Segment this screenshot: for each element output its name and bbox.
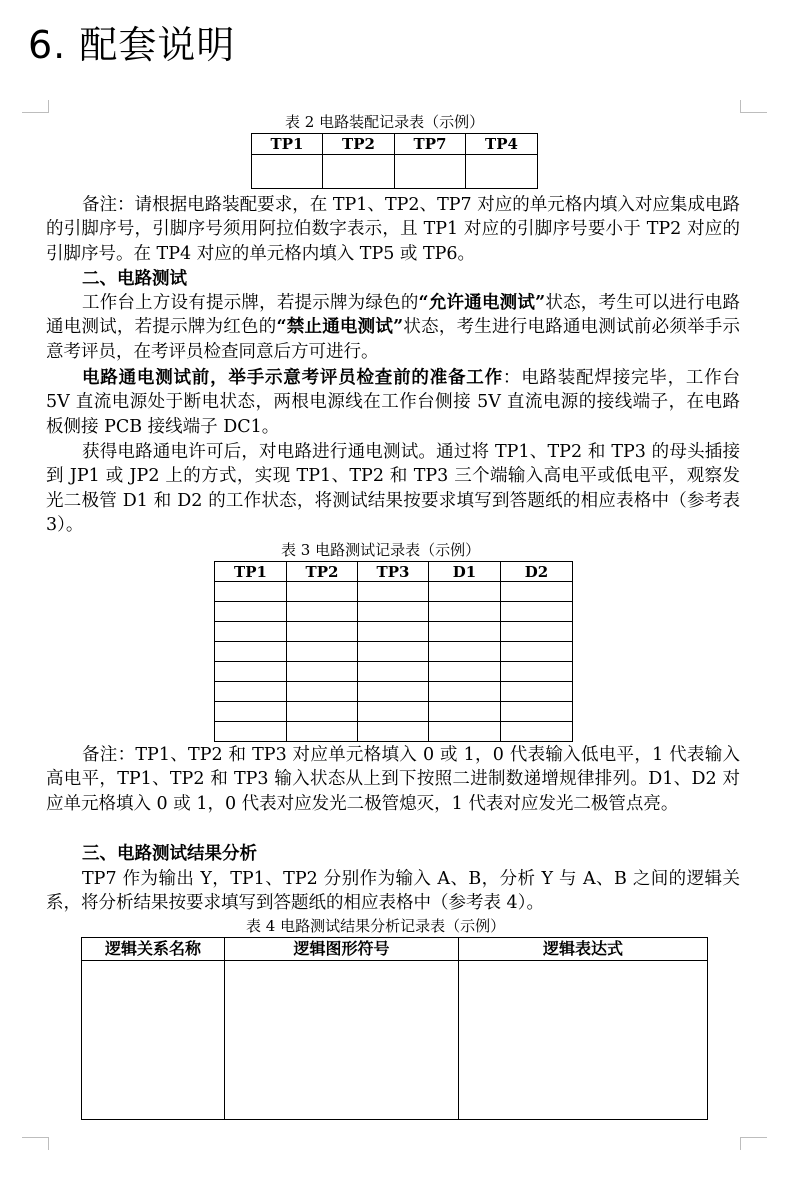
table-header-cell: D2	[501, 562, 573, 582]
table-cell	[501, 682, 573, 702]
table-header-cell: TP1	[252, 134, 323, 155]
table-cell	[215, 702, 287, 722]
section-title-circuit-test: 二、电路测试	[82, 269, 187, 289]
table-cell	[429, 642, 501, 662]
table-header-row	[215, 562, 573, 582]
table-cell	[501, 582, 573, 602]
text-run: ：电路装配焊接完毕，工作台 5V 直流电源处于断电状态，两根电源线在工作台侧接 5V 直流电源的接线端子，在电路板侧接 PCB 接线端子 DC1。	[46, 368, 741, 437]
table-cell	[358, 642, 429, 662]
table-header-cell: TP7	[395, 134, 466, 155]
table-row	[82, 961, 708, 1120]
table-cell	[287, 682, 358, 702]
table-row	[252, 155, 538, 189]
table-header-cell: TP3	[358, 562, 429, 582]
table-cell	[358, 702, 429, 722]
preparation-paragraph	[46, 366, 740, 439]
table3-caption: 表 3 电路测试记录表（示例）	[281, 541, 481, 559]
table-cell	[358, 662, 429, 682]
table-cell	[429, 682, 501, 702]
section-title-result-analysis: 三、电路测试结果分析	[82, 844, 257, 864]
table-cell	[215, 622, 287, 642]
text-run-bold: 电路通电测试前，举手示意考评员检查前的准备工作	[82, 368, 503, 388]
table-cell	[501, 602, 573, 622]
table-cell	[395, 155, 466, 189]
table-row	[215, 642, 573, 662]
table-cell	[429, 622, 501, 642]
table-header-cell: D1	[429, 562, 501, 582]
logic-analysis-paragraph: TP7 作为输出 Y，TP1、TP2 分别作为输入 A、B，分析 Y 与 A、B 之间的逻辑关系，将分析结果按要求填写到答题纸的相应表格中（参考表 4）。	[46, 869, 740, 914]
table-cell	[225, 961, 459, 1120]
table-row	[215, 622, 573, 642]
table-header-cell: TP2	[287, 562, 358, 582]
table-cell	[429, 702, 501, 722]
table-cell	[501, 702, 573, 722]
table-cell	[287, 662, 358, 682]
table-cell	[287, 642, 358, 662]
logic-analysis-record-table	[81, 937, 708, 1120]
text-run: 状态，考生进行电路通电测试前必须举手示意考评员，在考评员检查同意后方可进行。	[46, 317, 741, 362]
table-cell	[429, 662, 501, 682]
table-header-cell: 逻辑图形符号	[225, 938, 459, 961]
table-cell	[429, 722, 501, 742]
table-cell	[466, 155, 538, 189]
table-cell	[215, 582, 287, 602]
table-cell	[358, 622, 429, 642]
assembly-note-paragraph: 备注：请根据电路装配要求，在 TP1、TP2、TP7 对应的单元格内填入对应集成电路的引脚序号，引脚序号须用阿拉伯数字表示，且 TP1 对应的引脚序号要小于 TP2 对应的引脚序号。在 TP4 对应的单元格内填入 TP5 或 TP6。	[46, 195, 740, 264]
table-cell	[287, 622, 358, 642]
table-cell	[215, 602, 287, 622]
table-header-cell: TP2	[323, 134, 395, 155]
table-row	[215, 702, 573, 722]
text-run: 工作台上方设有提示牌，若提示牌为绿色的	[82, 293, 419, 313]
text-run-bold: “允许通电测试”	[418, 293, 546, 313]
circuit-test-record-table	[214, 561, 573, 742]
section-heading: 6. 配套说明	[28, 23, 236, 67]
table-cell	[358, 722, 429, 742]
text-run: 状态，考生可以进行电路通电测试，若提示牌为红色的	[46, 293, 741, 338]
page-corner-mark-bottom-left	[22, 1137, 49, 1150]
table-cell	[358, 582, 429, 602]
table-cell	[323, 155, 395, 189]
table-header-row	[252, 134, 538, 155]
table-cell	[358, 602, 429, 622]
table-header-row	[82, 938, 708, 961]
table-row	[215, 682, 573, 702]
table-cell	[501, 662, 573, 682]
table-header-cell: TP1	[215, 562, 287, 582]
table-header-cell: 逻辑关系名称	[82, 938, 225, 961]
page-corner-mark-bottom-right	[740, 1137, 767, 1150]
table-cell	[82, 961, 225, 1120]
table-row	[215, 722, 573, 742]
table-cell	[287, 702, 358, 722]
test-note-paragraph: 备注：TP1、TP2 和 TP3 对应单元格填入 0 或 1，0 代表输入低电平，1 代表输入高电平，TP1、TP2 和 TP3 输入状态从上到下按照二进制数递增规律排列。D1、D2 对应单元格填入 0 或 1，0 代表对应发光二极管熄灭，1 代表对应发光二极管点亮。	[46, 745, 740, 814]
table-cell	[287, 582, 358, 602]
table-row	[215, 662, 573, 682]
table-cell	[287, 722, 358, 742]
table2-caption: 表 2 电路装配记录表（示例）	[285, 113, 485, 131]
table-cell	[429, 602, 501, 622]
table-cell	[501, 642, 573, 662]
assembly-record-table	[251, 133, 538, 189]
table-cell	[459, 961, 708, 1120]
table-cell	[215, 642, 287, 662]
table-cell	[215, 722, 287, 742]
table-cell	[215, 662, 287, 682]
table-cell	[358, 682, 429, 702]
table-cell	[501, 622, 573, 642]
table-header-cell: TP4	[466, 134, 538, 155]
table-header-cell: 逻辑表达式	[459, 938, 708, 961]
test-permission-paragraph	[46, 291, 740, 364]
table-cell	[287, 602, 358, 622]
text-run-bold: “禁止通电测试”	[276, 317, 404, 338]
table-cell	[252, 155, 323, 189]
table-row	[215, 582, 573, 602]
table-cell	[215, 682, 287, 702]
table-cell	[429, 582, 501, 602]
page-corner-mark-top-left	[22, 100, 49, 113]
power-test-paragraph: 获得电路通电许可后，对电路进行通电测试。通过将 TP1、TP2 和 TP3 的母头插接到 JP1 或 JP2 上的方式，实现 TP1、TP2 和 TP3 三个端输入高电平或低电平，观察发光二极管 D1 和 D2 的工作状态，将测试结果按要求填写到答题纸的相应表格中（参考表 3）。	[46, 442, 740, 536]
page-corner-mark-top-right	[740, 100, 767, 113]
table-row	[215, 602, 573, 622]
table-cell	[501, 722, 573, 742]
table4-caption: 表 4 电路测试结果分析记录表（示例）	[246, 917, 506, 935]
